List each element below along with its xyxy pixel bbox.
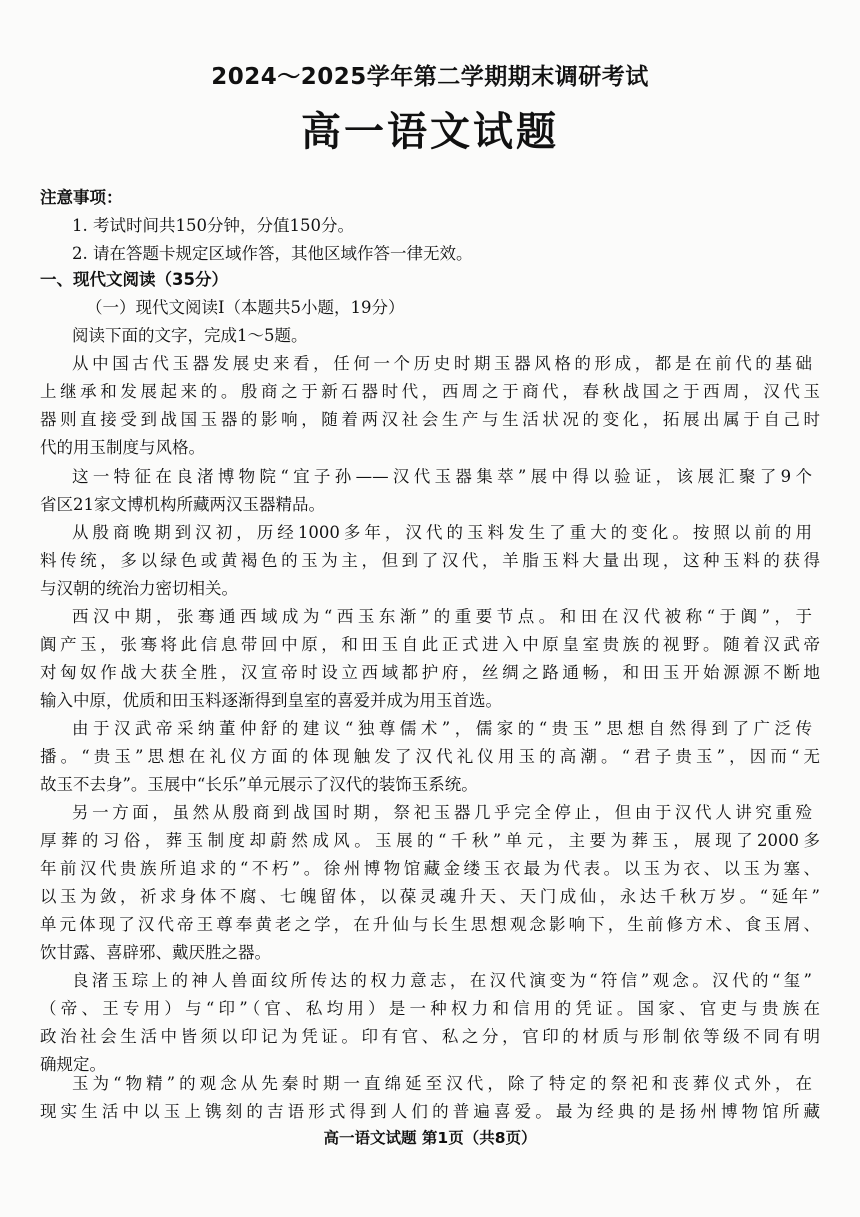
passage-line: 西汉中期，张骞通西域成为“西玉东渐”的重要节点。和田在汉代被称“于阗”，于 xyxy=(72,607,812,626)
passage-line: 厚葬的习俗，葬玉制度却蔚然成风。玉展的“千秋”单元，主要为葬玉，展现了2000多 xyxy=(40,831,820,850)
passage-line: 播。“贵玉”思想在礼仪方面的体现触发了汉代礼仪用玉的高潮。“君子贵玉”，因而“无 xyxy=(40,747,820,766)
passage-line: 代的用玉制度与风格。 xyxy=(40,438,205,457)
passage-line: 阗产玉，张骞将此信息带回中原，和田玉自此正式进入中原皇室贵族的视野。随着汉武帝 xyxy=(40,635,820,654)
passage-line: 上继承和发展起来的。殷商之于新石器时代，西周之于商代，春秋战国之于西周，汉代玉 xyxy=(40,382,820,401)
passage-line: 料传统，多以绿色或黄褐色的玉为主，但到了汉代，羊脂玉料大量出现，这种玉料的获得 xyxy=(40,551,820,570)
passage-line: 现实生活中以玉上镌刻的吉语形式得到人们的普遍喜爱。最为经典的是扬州博物馆所藏 xyxy=(40,1102,820,1121)
passage-line: 玉为“物精”的观念从先秦时期一直绵延至汉代，除了特定的祭祀和丧葬仪式外，在 xyxy=(72,1074,812,1093)
passage-line: 故玉不去身”。玉展中“长乐”单元展示了汉代的装饰玉系统。 xyxy=(40,775,478,794)
notice-item-2: 2. 请在答题卡规定区域作答，其他区域作答一律无效。 xyxy=(72,244,473,263)
passage-line: 以玉为敛，祈求身体不腐、七魄留体，以葆灵魂升天、天门成仙，永达千秋万岁。“延年” xyxy=(40,887,820,906)
notice-item-1: 1. 考试时间共150分钟，分值150分。 xyxy=(72,216,354,235)
passage-line: 单元体现了汉代帝王尊奉黄老之学，在升仙与长生思想观念影响下，生前修方术、食玉屑、 xyxy=(40,915,820,934)
section-sub-heading: （一）现代文阅读Ⅰ（本题共5小题，19分） xyxy=(86,298,405,317)
passage-line: 输入中原，优质和田玉料逐渐得到皇室的喜爱并成为用玉首选。 xyxy=(40,691,502,710)
passage-line: 由于汉武帝采纳董仲舒的建议“独尊儒术”，儒家的“贵玉”思想自然得到了广泛传 xyxy=(72,719,812,738)
passage-line: 年前汉代贵族所追求的“不朽”。徐州博物馆藏金缕玉衣最为代表。以玉为衣、以玉为塞、 xyxy=(40,859,820,878)
passage-line: 政治社会生活中皆须以印记为凭证。印有官、私之分，官印的材质与形制依等级不同有明 xyxy=(40,1027,820,1046)
passage-line: 从殷商晚期到汉初，历经1000多年，汉代的玉料发生了重大的变化。按照以前的用 xyxy=(72,523,812,542)
passage-line: 良渚玉琮上的神人兽面纹所传达的权力意志，在汉代演变为“符信”观念。汉代的“玺” xyxy=(72,971,812,990)
passage-line: 器则直接受到战国玉器的影响，随着两汉社会生产与生活状况的变化，拓展出属于自己时 xyxy=(40,410,820,429)
exam-title: 高一语文试题 xyxy=(301,109,559,155)
passage-line: 饮甘露、喜辟邪、戴厌胜之器。 xyxy=(40,943,271,962)
passage-line: 与汉朝的统治力密切相关。 xyxy=(40,579,238,598)
passage-line: 从中国古代玉器发展史来看，任何一个历史时期玉器风格的形成，都是在前代的基础 xyxy=(72,354,812,373)
passage-line: 对匈奴作战大获全胜，汉宣帝时设立西域都护府，丝绸之路通畅，和田玉开始源源不断地 xyxy=(40,663,820,682)
exam-subtitle: 2024～2025学年第二学期期末调研考试 xyxy=(211,64,649,90)
passage-line: （帝、王专用）与“印”（官、私均用）是一种权力和信用的凭证。国家、官吏与贵族在 xyxy=(40,999,820,1018)
page-footer: 高一语文试题 第1页（共8页） xyxy=(323,1129,537,1147)
passage-line: 确规定。 xyxy=(40,1055,106,1074)
section-heading: 一、现代文阅读（35分） xyxy=(40,270,228,289)
passage-line: 另一方面，虽然从殷商到战国时期，祭祀玉器几乎完全停止，但由于汉代人讲究重殓 xyxy=(72,803,812,822)
section-instruction: 阅读下面的文字，完成1～5题。 xyxy=(72,326,308,345)
passage-line: 这一特征在良渚博物院“宜子孙——汉代玉器集萃”展中得以验证，该展汇聚了9个 xyxy=(72,467,812,486)
passage-line: 省区21家文博机构所藏两汉玉器精品。 xyxy=(40,495,325,514)
notice-heading: 注意事项： xyxy=(40,188,123,207)
